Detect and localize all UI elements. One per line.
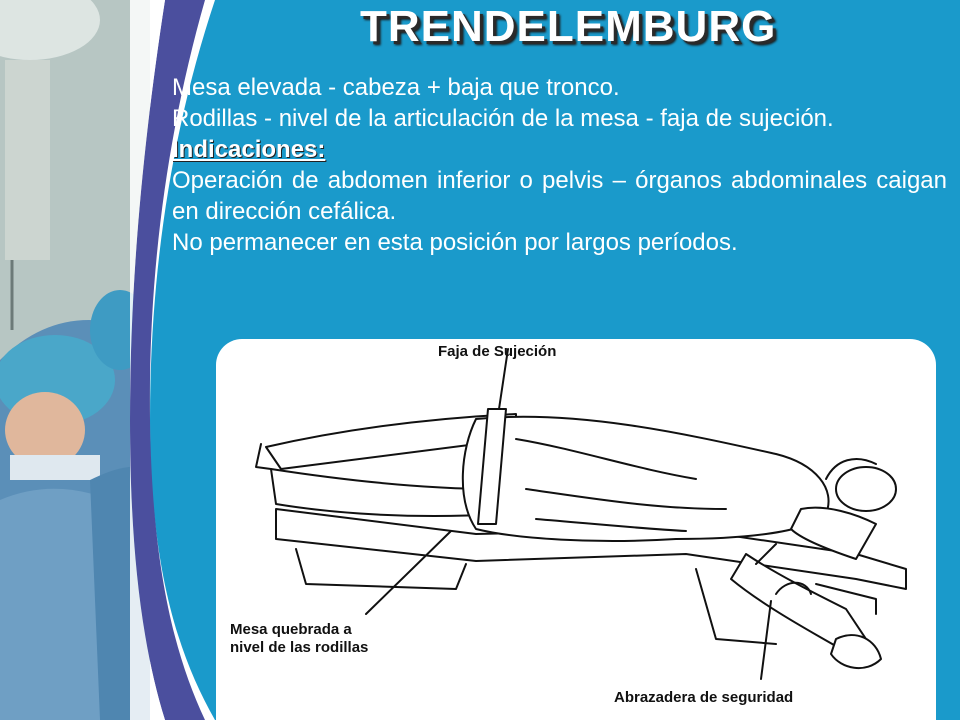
label-strap: Faja de Sujeción — [438, 343, 557, 360]
slide-title: TRENDELEMBURG — [360, 2, 777, 51]
label-table-2: nivel de las rodillas — [230, 639, 369, 656]
indication-2: No permanecer en esta posición por largos períodos. — [172, 229, 738, 256]
patient-drawing — [216, 339, 936, 720]
indication-1: Operación de abdomen inferior o pelvis – órganos abdominales caigan en dirección cefálica. — [172, 167, 947, 225]
body-line-1: Mesa elevada - cabeza + baja que tronco. — [172, 74, 620, 101]
indications-heading: Indicaciones: — [172, 136, 326, 163]
trendelenburg-illustration — [216, 339, 936, 720]
label-table-1: Mesa quebrada a — [230, 621, 352, 638]
slide-body — [172, 72, 947, 258]
body-line-2: Rodillas - nivel de la articulación de la mesa - faja de sujeción. — [172, 105, 834, 132]
label-clamp: Abrazadera de seguridad — [614, 689, 794, 706]
